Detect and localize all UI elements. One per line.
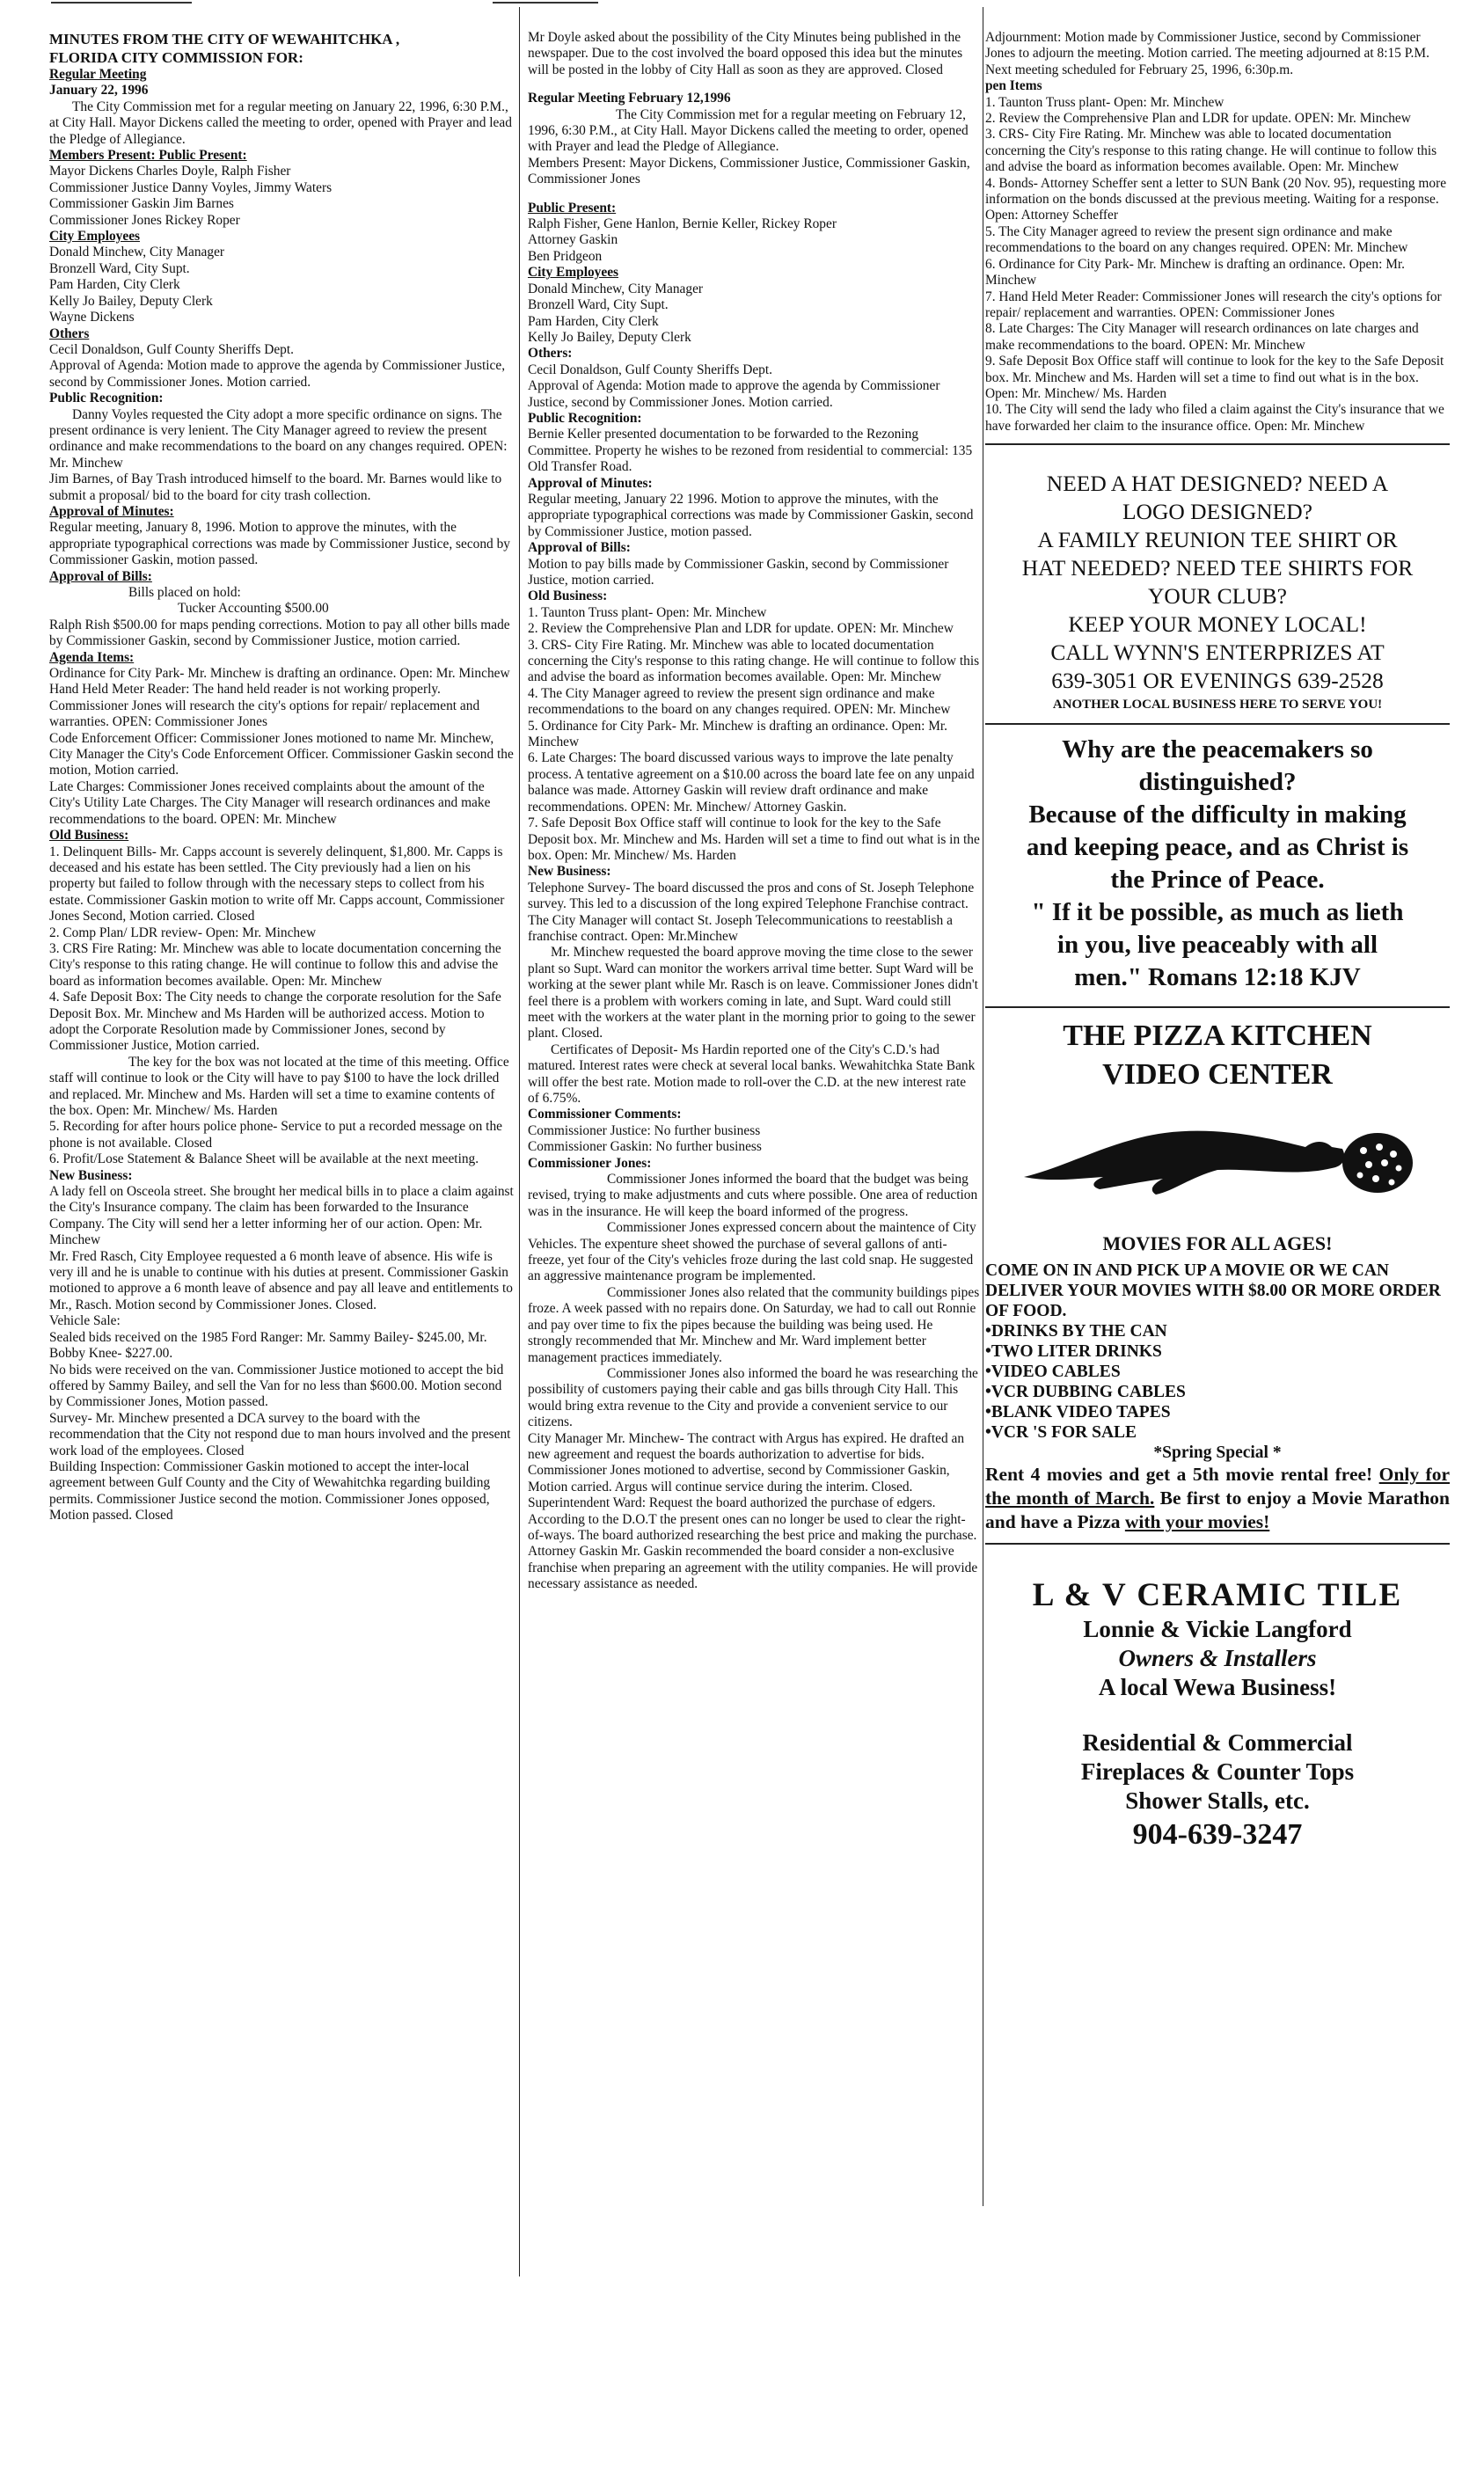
paragraph: Bills placed on hold:: [128, 585, 241, 600]
pizza-kitchen-ad: [985, 1017, 1450, 1534]
paragraph: Vehicle Sale:: [49, 1313, 121, 1329]
tile-phone: 904-639-3247: [1132, 1818, 1303, 1852]
paragraph: Certificates of Deposit- Ms Hardin reported one of the City's C.D.'s had matured. Interest rates were check at several local banks. Wewahitchka State Bank will offer the best rate. Motion made to roll-over the C.D. at the new interest rate of 6.75%.: [528, 1041, 976, 1106]
paragraph: 8. Late Charges: The City Manager will research ordinances on late charges and make recommendations to the board. OPEN: Mr. Minchew: [985, 321, 1419, 353]
divider: [985, 443, 1450, 445]
verse-line: " If it be possible, as much as lieth: [1031, 898, 1404, 927]
paragraph: Bernie Keller presented documentation to be forwarded to the Rezoning Committee. Property he wishes to be rezoned from residential to commercial: 135 Old Transfer Road.: [528, 427, 973, 475]
paragraph: 10. The City will send the lady who filed a claim against the City's insurance that we have forwarded her claim to the insurance office. Open: Mr. Minchew: [985, 402, 1444, 434]
paragraph: 3. CRS- City Fire Rating. Mr. Minchew was able to located documentation concerning the City's response to this rating change. He will continue to follow this and advise the board as information becomes available. Open: Mr. Minchew: [985, 127, 1437, 175]
ad-line: NEED A HAT DESIGNED? NEED A: [1046, 471, 1389, 497]
tile-role: Owners & Installers: [1118, 1645, 1317, 1672]
paragraph: January 22, 1996: [49, 83, 149, 99]
tile-name: L & V CERAMIC TILE: [1032, 1577, 1403, 1614]
paragraph: 4. Safe Deposit Box: The City needs to change the corporate resolution for the Safe Deposit Box. Mr. Minchew and Ms Harden will be authorized access. Motion to adopt the Corporate Resolution made by Commissioner Jones, second by Commissioner Justice, Motion carried.: [49, 990, 501, 1054]
paragraph: 7. Hand Held Meter Reader: Commissioner Jones will research the city's options for repair/ replacement and warranties. OPEN: Commissioner Jones: [985, 289, 1442, 320]
paragraph: Approval of Bills:: [49, 568, 152, 584]
pizza-item: •DRINKS BY THE CAN: [985, 1322, 1167, 1341]
paragraph: pen Items: [985, 78, 1042, 94]
paragraph: New Business:: [49, 1167, 133, 1183]
paragraph: City Manager Mr. Minchew- The contract with Argus has expired. He drafted an new agreement and request the boards authorization to advertise for bids. Commissioner Jones motioned to advertise, second by Commissioner Gaskin, Motion carried. Argus will continue service during the interim. Closed.: [528, 1430, 965, 1494]
paragraph: The key for the box was not located at the time of this meeting. Office staff will continue to look or the City will have to pay $100 to have the lock drilled and replaced. Mr. Minchew and Ms. Harden will set a time to examine contents of the box. Open: Mr. Minchew/ Ms. Harden: [49, 1054, 509, 1118]
paragraph: Donald Minchew, City Manager: [49, 245, 225, 260]
paragraph: Pam Harden, City Clerk: [528, 313, 659, 329]
pizza-offer-2: Only for the month of March.: [985, 1464, 1450, 1509]
paragraph: Mr. Minchew requested the board approve moving the time close to the sewer plant so Supt. Ward can monitor the workers arrival time better. Supt Ward will be working at the sewer plant while Mr. Rasch is on leave. Commissioner Jones didn't feel there is a problem with workers coming in late, and Supt. Ward could still meet with the workers at the water plant in the morning prior to going to the sewer plant. Closed.: [528, 945, 978, 1041]
pizza-item: •VCR 'S FOR SALE: [985, 1423, 1137, 1443]
paragraph: 6. Profit/Lose Statement & Balance Sheet will be available at the next meeting.: [49, 1151, 479, 1167]
paragraph: 1. Delinquent Bills- Mr. Capps account is severely delinquent, $1,800. Mr. Capps is deceased and his estate has been settled. The City previously had a lien on his property but failed to follow through with the necessary steps to collect from his estate. Commissioner Gaskin motion to write off Mr. Capps account, Commissioner Jones Second, Motion carried. Closed: [49, 844, 505, 924]
paragraph: Adjournment: Motion made by Commissioner Justice, second by Commissioner Jones to adjourn the meeting. Motion carried. The meeting adjourned at 8:15 P.M. Next meeting scheduled for February 25, 1996, 6:30p.m.: [985, 30, 1429, 77]
paragraph: Others: [49, 325, 90, 341]
paragraph: Regular meeting, January 8, 1996. Motion to approve the minutes, with the appropriate typographical corrections was made by Commissioner Justice, second by Commissioner Gaskin, motion passed.: [49, 520, 510, 568]
paragraph: Commissioner Justice Danny Voyles, Jimmy Waters: [49, 179, 333, 195]
paragraph: FLORIDA CITY COMMISSION FOR:: [49, 49, 303, 66]
top-rule-left: [51, 2, 192, 4]
paragraph: Late Charges: Commissioner Jones received complaints about the amount of the City's Utility Late Charges. The City Manager will research ordinances and make recommendations to the board. OPEN: Mr. Minchew: [49, 778, 491, 827]
paragraph: 7. Safe Deposit Box Office staff will continue to look for the key to the Safe Deposit box. Mr. Minchew and Ms. Harden will set a time to find out what is in the box. Open: Mr. Minchew/ Ms. Harden: [528, 815, 980, 863]
paragraph: Hand Held Meter Reader: The hand held reader is not working properly. Commissioner Jones will research the city's options for repair/ replacement and warranties. OPEN: Commissioner Jones: [49, 682, 480, 730]
paragraph: Public Recognition:: [49, 391, 164, 406]
paragraph: A lady fell on Osceola street. She brought her medical bills in to place a claim against the City's Insurance company. The claim has been forwarded to the Insurance Company. The City will send her a letter informing her of our action. Open: Mr. Minchew: [49, 1184, 514, 1248]
pizza-items: [985, 1321, 1450, 1443]
paragraph: Public Recognition:: [528, 410, 642, 426]
paragraph: Mr Doyle asked about the possibility of the City Minutes being published in the newspaper. Due to the cost involved the board opposed this idea but the minutes will be posted in the lobby of City Hall as soon as they are approved. Closed: [528, 30, 963, 77]
paragraph: [528, 78, 980, 91]
paragraph: Ben Pridgeon: [528, 248, 603, 264]
paragraph: Sealed bids received on the 1985 Ford Ranger: Mr. Sammy Bailey- $245.00, Mr. Bobby Knee- $227.00.: [49, 1329, 487, 1362]
paragraph: Commissioner Jones informed the board that the budget was being revised, trying to make adjustments and cuts where possible. One area of reduction was in the insurance. He will keep the board informed of the progress.: [528, 1172, 978, 1219]
divider: [985, 1543, 1450, 1545]
paragraph: [528, 188, 980, 201]
paragraph: Commissioner Jones expressed concern about the maintence of City Vehicles. The expenture sheet showed the purchase of several gallons of anti-freeze, yet four of the City's vehicles froze during the last cold snap. He suggested an aggressive maintenance program be implemented.: [528, 1220, 976, 1284]
paragraph: 2. Review the Comprehensive Plan and LDR for update. OPEN: Mr. Minchew: [528, 621, 954, 637]
pizza-item: •BLANK VIDEO TAPES: [985, 1403, 1171, 1422]
paragraph: 4. Bonds- Attorney Scheffer sent a letter to SUN Bank (20 Nov. 95), requesting more information on the bonds discussed at the previous meeting. Waiting for a response. Open: Attorney Scheffer: [985, 175, 1447, 223]
paragraph: Pam Harden, City Clerk: [49, 277, 180, 293]
top-rule-mid: [493, 2, 598, 4]
paragraph: Commissioner Jones:: [528, 1155, 652, 1171]
pizza-item: •VIDEO CABLES: [985, 1363, 1121, 1382]
alligator-pizza-illustration: [985, 1114, 1450, 1207]
verse-line: the Prince of Peace.: [1110, 866, 1325, 895]
paragraph: 4. The City Manager agreed to review the present sign ordinance and make recommendations to the board on any changes required. OPEN: Mr. Minchew: [528, 685, 951, 718]
paragraph: 3. CRS- City Fire Rating. Mr. Minchew was able to located documentation concerning the City's response to this rating change. He will continue to follow this and advise the board as information becomes available. Open: Mr. Minchew: [528, 637, 980, 685]
paragraph: 6. Ordinance for City Park- Mr. Minchew is drafting an ordinance. Open: Mr. Minchew: [985, 256, 1405, 289]
divider: [985, 1006, 1450, 1008]
paragraph: 1. Taunton Truss plant- Open: Mr. Minchew: [985, 94, 1224, 110]
open-items: [985, 30, 1450, 435]
paragraph: City Employees: [528, 265, 619, 281]
ceramic-tile-ad: [985, 1576, 1450, 1854]
paragraph: Commissioner Comments:: [528, 1107, 682, 1122]
paragraph: Cecil Donaldson, Gulf County Sheriffs Dept.: [49, 341, 295, 357]
paragraph: 1. Taunton Truss plant- Open: Mr. Minchew: [528, 604, 767, 620]
paragraph: Commissioner Jones also related that the community buildings pipes froze. A week passed with no repairs done. On Saturday, we had to call out Ronnie and pay over time to fix the pipes because the building was being used. He strongly recommended that Mr. Minchew and Mr. Ward implement better management practices immediately.: [528, 1284, 980, 1365]
paragraph: 3. CRS Fire Rating: Mr. Minchew was able to locate documentation concerning the City's response to this rating change. He will continue to follow this and advise the board as information becomes available. Open: Mr. Minchew: [49, 940, 501, 989]
paragraph: Members Present: Mayor Dickens, Commissioner Justice, Commissioner Gaskin, Commissioner Jones: [528, 155, 970, 187]
ad-line: CALL WYNN'S ENTERPRIZES AT: [1050, 639, 1385, 666]
pizza-title-2: VIDEO CENTER: [1102, 1058, 1333, 1092]
paragraph: Commissioner Gaskin Jim Barnes: [49, 196, 234, 212]
paragraph: Donald Minchew, City Manager: [528, 281, 704, 296]
pizza-offer-1: Rent 4 movies and get a 5th movie rental free!: [985, 1464, 1373, 1486]
ad-line: LOGO DESIGNED?: [1122, 499, 1312, 525]
paragraph: Tucker Accounting $500.00: [178, 601, 329, 617]
verse-line: Why are the peacemakers so: [1062, 735, 1373, 764]
ad-line: KEEP YOUR MONEY LOCAL!: [1068, 611, 1367, 638]
paragraph: Building Inspection: Commissioner Gaskin motioned to accept the inter-local agreement between Gulf County and the City of Wewahitchka regarding building permits. Commissioner Justice second the motion. Commissioner Jones opposed, Motion passed. Closed: [49, 1458, 491, 1524]
wynns-enterprizes-ad: [985, 470, 1450, 714]
paragraph: Regular Meeting: [49, 67, 147, 82]
paragraph: Members Present: Public Present:: [49, 148, 247, 164]
tile-service-2: Fireplaces & Counter Tops: [1080, 1758, 1355, 1786]
paragraph: Approval of Minutes:: [528, 475, 653, 491]
paragraph: Commissioner Justice: No further business: [528, 1122, 761, 1138]
paragraph: Others:: [528, 346, 573, 362]
paragraph: Wayne Dickens: [49, 310, 135, 325]
paragraph: 6. Late Charges: The board discussed various ways to improve the late penalty process. A tentative agreement on a $10.00 across the board late fee on any unpaid balance was made. Attorney Gaskin will review draft ordinance and make recommendations. OPEN: Mr. Minchew/ Attorney Gaskin.: [528, 750, 975, 815]
paragraph: City Employees: [49, 229, 141, 245]
verse-line: distinguished?: [1138, 768, 1297, 797]
paragraph: Regular meeting, January 22 1996. Motion to approve the minutes, with the appropriate typographical corrections was made by Commissioner Gaskin, second by Commissioner Justice, motion passed.: [528, 491, 974, 539]
pizza-body: COME ON IN AND PICK UP A MOVIE OR WE CAN DELIVER YOUR MOVIES WITH $8.00 OR MORE ORDER OF FOOD.: [985, 1261, 1441, 1321]
paragraph: Danny Voyles requested the City adopt a more specific ordinance on signs. The present ordinance is very lenient. The City Manager agreed to review the present ordinance and make recommendations to the board on any changes required. OPEN: Mr. Minchew: [49, 406, 508, 471]
paragraph: Commissioner Jones also informed the board he was researching the possibility of customers paying their cable and gas bills through City Hall. This would bring extra revenue to the City and provide a convenient service to our citizens.: [528, 1365, 978, 1430]
paragraph: The City Commission met for a regular meeting on January 22, 1996, 6:30 P.M., at City Hall. Mayor Dickens called the meeting to order, opened with Prayer and lead the Pledge of Allegiance.: [49, 99, 512, 147]
paragraph: The City Commission met for a regular meeting on February 12, 1996, 6:30 P.M., at City Hall. Mayor Dickens called the meeting to order, opened with Prayer and lead the Pledge of Allegiance.: [528, 106, 969, 155]
paragraph: Commissioner Jones Rickey Roper: [49, 212, 240, 228]
pizza-item: •TWO LITER DRINKS: [985, 1342, 1162, 1362]
paragraph: Ralph Rish $500.00 for maps pending corrections. Motion to pay all other bills made by Commissioner Gaskin, second by Commissioner Justice, motion carried.: [49, 617, 510, 649]
verse-line: Because of the difficulty in making: [1028, 800, 1407, 829]
peacemakers-verse: [985, 734, 1450, 994]
pizza-headline: MOVIES FOR ALL AGES!: [1102, 1232, 1333, 1255]
tile-service-3: Shower Stalls, etc.: [1125, 1787, 1310, 1815]
paragraph: Bronzell Ward, City Supt.: [49, 260, 190, 276]
pizza-title-1: THE PIZZA KITCHEN: [1063, 1019, 1372, 1053]
paragraph: Agenda Items:: [49, 649, 135, 665]
pizza-offer-4: with your movies!: [1124, 1511, 1270, 1533]
tile-service-1: Residential & Commercial: [1082, 1729, 1353, 1757]
paragraph: Bronzell Ward, City Supt.: [528, 297, 669, 313]
paragraph: Mayor Dickens Charles Doyle, Ralph Fisher: [49, 164, 291, 179]
pizza-offer: [985, 1463, 1450, 1534]
paragraph: Old Business:: [528, 588, 608, 604]
tile-local: A local Wewa Business!: [1098, 1674, 1337, 1701]
ad-line: 639-3051 OR EVENINGS 639-2528: [1051, 668, 1384, 694]
paragraph: Kelly Jo Bailey, Deputy Clerk: [49, 293, 213, 309]
paragraph: Attorney Gaskin: [528, 232, 618, 248]
paragraph: Old Business:: [49, 828, 129, 844]
tile-owners: Lonnie & Vickie Langford: [1083, 1616, 1352, 1643]
paragraph: Ralph Fisher, Gene Hanlon, Bernie Keller, Rickey Roper: [528, 216, 837, 232]
paragraph: Motion to pay bills made by Commissioner Gaskin, second by Commissioner Justice, motion carried.: [528, 556, 949, 588]
paragraph: Approval of Agenda: Motion made to approve the agenda by Commissioner Justice, second by Commissioner Jones. Motion carried.: [528, 378, 940, 410]
paragraph: Kelly Jo Bailey, Deputy Clerk: [528, 329, 691, 345]
paragraph: Cecil Donaldson, Gulf County Sheriffs Dept.: [528, 362, 773, 377]
paragraph: Superintendent Ward: Request the board authorized the purchase of edgers. According to the D.O.T the present ones can no longer be used to clear the right-of-ways. The board authorized researching the best price and making the purchase.: [528, 1495, 977, 1543]
ad-text: [985, 470, 1450, 695]
paragraph: Approval of Minutes:: [49, 503, 174, 519]
verse-line: men." Romans 12:18 KJV: [1074, 963, 1361, 992]
column-rule-1: [519, 7, 520, 2276]
paragraph: 5. Recording for after hours police phone- Service to put a recorded message on the phone is not available. Closed: [49, 1119, 502, 1151]
paragraph: 2. Comp Plan/ LDR review- Open: Mr. Minchew: [49, 924, 317, 940]
ad-tagline: ANOTHER LOCAL BUSINESS HERE TO SERVE YOU!: [1052, 698, 1383, 712]
pizza-item: •VCR DUBBING CABLES: [985, 1383, 1186, 1402]
paragraph: 9. Safe Deposit Box Office staff will continue to look for the key to the Safe Deposit box. Mr. Minchew and Ms. Harden will set a time to find out what is in the box. Open: Mr. Minchew/ Ms. Harden: [985, 354, 1444, 401]
right-column: [985, 30, 1450, 1854]
paragraph: Attorney Gaskin Mr. Gaskin recommended the board consider a non-exclusive franchise when preparing an agreement with the utility companies. He will provide necessary assistance as needed.: [528, 1544, 978, 1592]
paragraph: Commissioner Gaskin: No further business: [528, 1139, 762, 1155]
verse-line: and keeping peace, and as Christ is: [1026, 833, 1409, 862]
paragraph: 5. The City Manager agreed to review the present sign ordinance and make recommendations to the board on any changes required. OPEN: Mr. Minchew: [985, 223, 1408, 256]
paragraph: Survey- Mr. Minchew presented a DCA survey to the board with the recommendation that the City not respond due to man hours involved and the present work load of the employees. Closed: [49, 1410, 511, 1458]
ad-line: A FAMILY REUNION TEE SHIRT OR: [1037, 527, 1398, 553]
paragraph: Regular Meeting February 12,1996: [528, 91, 731, 106]
paragraph: Approval of Agenda: Motion made to approve the agenda by Commissioner Justice, second by Commissioner Jones. Motion carried.: [49, 358, 506, 390]
paragraph: Public Present:: [528, 200, 617, 216]
pizza-special: *Spring Special *: [1153, 1443, 1282, 1463]
paragraph: Code Enforcement Officer: Commissioner Jones motioned to name Mr. Minchew, City Manager the City's Code Enforcement Officer. Commissioner Gaskin second the motion, Motion carried.: [49, 730, 514, 778]
minutes-column-2: [528, 30, 980, 1593]
paragraph: No bids were received on the van. Commissioner Justice motioned to accept the bid offered by Sammy Bailey, and sell the Van for no less than $600.00. Motion second by Commissioner Jones, Motion passed.: [49, 1362, 504, 1410]
verse-line: in you, live peaceably with all: [1056, 931, 1378, 960]
ad-line: HAT NEEDED? NEED TEE SHIRTS FOR: [1021, 555, 1414, 581]
paragraph: MINUTES FROM THE CITY OF WEWAHITCHKA ,: [49, 31, 400, 48]
paragraph: 2. Review the Comprehensive Plan and LDR for update. OPEN: Mr. Minchew: [985, 111, 1411, 127]
paragraph: New Business:: [528, 864, 611, 880]
alligator-icon: [1015, 1114, 1420, 1202]
ad-line: YOUR CLUB?: [1148, 583, 1287, 610]
paragraph: Approval of Bills:: [528, 540, 631, 556]
paragraph: Telephone Survey- The board discussed the pros and cons of St. Joseph Telephone survey. This led to a discussion of the long expired Telephone Franchise contract. The City Manager will contact St. Joseph Telecommunications to reestablish a franchise contract. Open: Mr.Minchew: [528, 880, 975, 944]
divider: [985, 723, 1450, 725]
minutes-column-1: [49, 30, 514, 1524]
paragraph: Mr. Fred Rasch, City Employee requested a 6 month leave of absence. His wife is very ill and he is unable to continue with his duties at present. Commissioner Gaskin motioned to approve a 6 month leave of absence and pay all leave and entitlements to Mr., Rasch. Motion second by Commissioner Jones. Closed.: [49, 1248, 513, 1312]
paragraph: 5. Ordinance for City Park- Mr. Minchew is drafting an ordinance. Open: Mr. Minchew: [528, 718, 947, 750]
paragraph: Jim Barnes, of Bay Trash introduced himself to the board. Mr. Barnes would like to submit a proposal/ bid to the board for city trash collection.: [49, 471, 502, 503]
paragraph: Ordinance for City Park- Mr. Minchew is drafting an ordinance. Open: Mr. Minchew: [49, 666, 510, 682]
pizza-offer-3: Be first to enjoy a Movie Marathon and have a Pizza: [985, 1487, 1450, 1533]
